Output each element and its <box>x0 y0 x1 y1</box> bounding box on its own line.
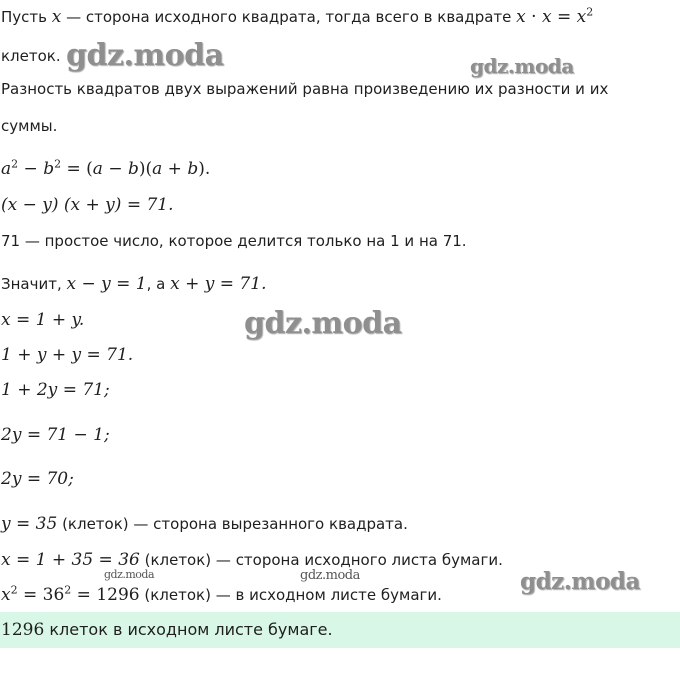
line-area-result: $x^2 = 36^2 = 1296$ (клеток) — в исходном листе бумаги. <box>1 583 442 605</box>
line-rule: Разность квадратов двух выражений равна произведению их разности и их <box>1 80 609 98</box>
line-intro: Пусть x — сторона исходного квадрата, тогда всего в квадрате $x \cdot x = x^2$ <box>1 5 594 27</box>
answer-text: 1296 клеток в исходном листе бумаге. <box>1 620 333 640</box>
watermark-logo: gdz.moda <box>300 568 360 583</box>
line-cells: клеток. <box>1 47 61 65</box>
formula-substitute: 1 + y + y = 71. <box>1 345 134 365</box>
formula-subtract: 2y = 71 − 1; <box>1 425 110 445</box>
formula-product: (x − y) (x + y) = 71. <box>1 195 174 215</box>
line-y-result: y = 35 (клеток) — сторона вырезанного квадрата. <box>1 514 408 534</box>
answer-box <box>0 612 680 648</box>
line-rule-cont: суммы. <box>1 117 58 135</box>
formula-2y: 2y = 70; <box>1 469 74 489</box>
watermark-logo: gdz.moda <box>470 54 574 78</box>
line-therefore: Значит, x − y = 1, а x + y = 71. <box>1 274 267 294</box>
formula-difference-of-squares: $a^2 - b^2 = (a - b)(a + b)$. <box>1 157 211 179</box>
formula-combine: 1 + 2y = 71; <box>1 380 110 400</box>
watermark-logo: gdz.moda <box>520 568 640 595</box>
line-x-result: x = 1 + 35 = 36 (клеток) — сторона исходного листа бумаги. <box>1 550 503 570</box>
formula-x: x = 1 + y. <box>1 310 85 330</box>
watermark-logo: gdz.moda <box>66 38 224 73</box>
watermark-logo: gdz.moda <box>104 568 155 581</box>
watermark-logo: gdz.moda <box>244 306 402 341</box>
line-prime: 71 — простое число, которое делится только на 1 и на 71. <box>1 232 467 250</box>
